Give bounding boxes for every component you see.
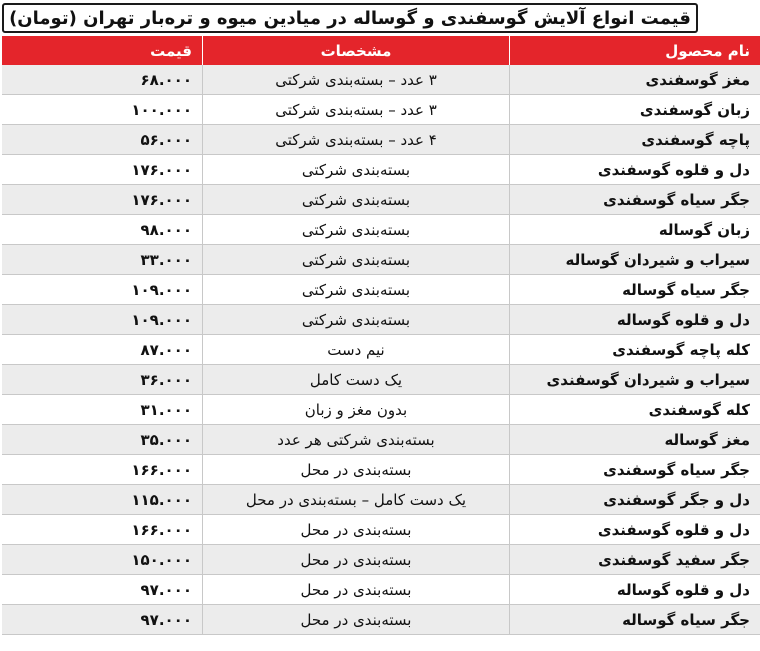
price-cell: ۱۶۶.۰۰۰	[2, 455, 203, 485]
price-cell: ۱۰۰.۰۰۰	[2, 95, 203, 125]
product-name-cell: جگر سفید گوسفندی	[510, 545, 760, 575]
table-row	[2, 95, 760, 125]
page-title: قیمت انواع آلایش گوسفندی و گوساله در میادین میوه و تره‌بار تهران (تومان)	[2, 3, 698, 33]
price-table	[2, 36, 760, 635]
specification-cell: بسته‌بندی در محل	[203, 455, 510, 485]
header-specification: مشخصات	[203, 36, 510, 65]
product-name-cell: سیراب و شیردان گوسفندی	[510, 365, 760, 395]
price-cell: ۱۱۵.۰۰۰	[2, 485, 203, 515]
table-body	[2, 65, 760, 635]
header-price: قیمت	[2, 36, 203, 65]
price-cell: ۱۰۹.۰۰۰	[2, 275, 203, 305]
product-name-cell: زبان گوسفندی	[510, 95, 760, 125]
product-name-cell: کله گوسفندی	[510, 395, 760, 425]
header-product-name: نام محصول	[510, 36, 760, 65]
specification-cell: بدون مغز و زبان	[203, 395, 510, 425]
table-row	[2, 605, 760, 635]
table-row	[2, 485, 760, 515]
price-cell: ۹۷.۰۰۰	[2, 575, 203, 605]
price-cell: ۳۵.۰۰۰	[2, 425, 203, 455]
table-row	[2, 215, 760, 245]
table-row	[2, 65, 760, 95]
table-row	[2, 365, 760, 395]
specification-cell: نیم دست	[203, 335, 510, 365]
specification-cell: بسته‌بندی شرکتی	[203, 155, 510, 185]
price-cell: ۱۰۹.۰۰۰	[2, 305, 203, 335]
price-cell: ۱۵۰.۰۰۰	[2, 545, 203, 575]
specification-cell: بسته‌بندی شرکتی	[203, 185, 510, 215]
product-name-cell: دل و قلوه گوسفندی	[510, 515, 760, 545]
price-cell: ۶۸.۰۰۰	[2, 65, 203, 95]
table-row	[2, 335, 760, 365]
specification-cell: ۳ عدد – بسته‌بندی شرکتی	[203, 95, 510, 125]
table-row	[2, 125, 760, 155]
specification-cell: بسته‌بندی در محل	[203, 545, 510, 575]
product-name-cell: زبان گوساله	[510, 215, 760, 245]
table-row	[2, 575, 760, 605]
product-name-cell: دل و قلوه گوساله	[510, 575, 760, 605]
specification-cell: بسته‌بندی شرکتی	[203, 275, 510, 305]
specification-cell: بسته‌بندی شرکتی	[203, 215, 510, 245]
price-cell: ۹۷.۰۰۰	[2, 605, 203, 635]
product-name-cell: جگر سیاه گوساله	[510, 275, 760, 305]
product-name-cell: دل و قلوه گوساله	[510, 305, 760, 335]
specification-cell: یک دست کامل – بسته‌بندی در محل	[203, 485, 510, 515]
price-cell: ۹۸.۰۰۰	[2, 215, 203, 245]
price-cell: ۵۶.۰۰۰	[2, 125, 203, 155]
specification-cell: بسته‌بندی در محل	[203, 575, 510, 605]
table-row	[2, 155, 760, 185]
specification-cell: بسته‌بندی شرکتی	[203, 305, 510, 335]
table-header-row	[2, 36, 760, 65]
table-row	[2, 395, 760, 425]
table-row	[2, 545, 760, 575]
product-name-cell: مغز گوساله	[510, 425, 760, 455]
specification-cell: بسته‌بندی در محل	[203, 605, 510, 635]
specification-cell: بسته‌بندی شرکتی هر عدد	[203, 425, 510, 455]
product-name-cell: سیراب و شیردان گوساله	[510, 245, 760, 275]
specification-cell: ۳ عدد – بسته‌بندی شرکتی	[203, 65, 510, 95]
specification-cell: یک دست کامل	[203, 365, 510, 395]
table-row	[2, 185, 760, 215]
specification-cell: بسته‌بندی شرکتی	[203, 245, 510, 275]
price-cell: ۳۱.۰۰۰	[2, 395, 203, 425]
specification-cell: بسته‌بندی در محل	[203, 515, 510, 545]
product-name-cell: دل و جگر گوسفندی	[510, 485, 760, 515]
table-row	[2, 305, 760, 335]
product-name-cell: دل و قلوه گوسفندی	[510, 155, 760, 185]
product-name-cell: کله پاچه گوسفندی	[510, 335, 760, 365]
price-cell: ۱۷۶.۰۰۰	[2, 185, 203, 215]
product-name-cell: جگر سیاه گوسفندی	[510, 455, 760, 485]
product-name-cell: مغز گوسفندی	[510, 65, 760, 95]
table-row	[2, 275, 760, 305]
table-row	[2, 515, 760, 545]
price-cell: ۳۳.۰۰۰	[2, 245, 203, 275]
price-cell: ۱۷۶.۰۰۰	[2, 155, 203, 185]
table-row	[2, 425, 760, 455]
price-cell: ۸۷.۰۰۰	[2, 335, 203, 365]
table-row	[2, 455, 760, 485]
product-name-cell: جگر سیاه گوسفندی	[510, 185, 760, 215]
price-cell: ۳۶.۰۰۰	[2, 365, 203, 395]
product-name-cell: جگر سیاه گوساله	[510, 605, 760, 635]
specification-cell: ۴ عدد – بسته‌بندی شرکتی	[203, 125, 510, 155]
product-name-cell: پاچه گوسفندی	[510, 125, 760, 155]
table-row	[2, 245, 760, 275]
price-cell: ۱۶۶.۰۰۰	[2, 515, 203, 545]
